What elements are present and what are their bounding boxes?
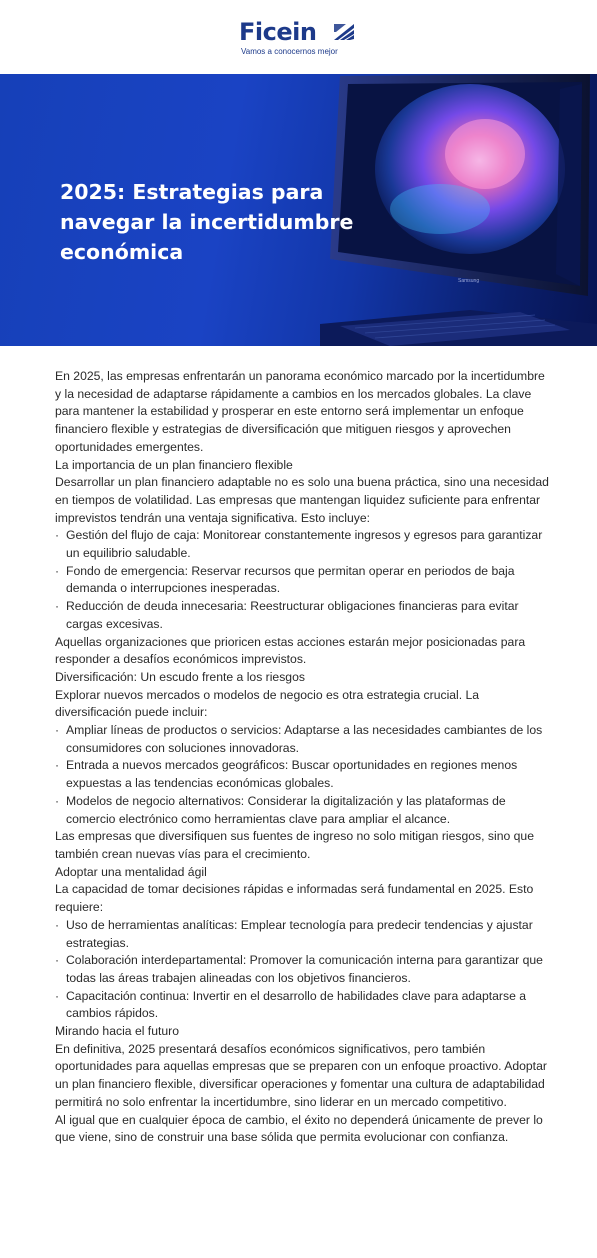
logo-wave-icon	[332, 20, 356, 44]
bullet-dot-icon: ·	[55, 599, 60, 614]
article-body	[55, 368, 550, 1147]
paragraph: En definitiva, 2025 presentará desafíos económicos significativos, pero también oportunidades para aquellas empresas que se preparen con un enfoque proactivo. Adoptar un plan financiero flexible, diversificar operaciones y fomentar una cultura de adaptabilidad permitirá no solo enfrentar la incertidumbre, sino liderar en un mercado competitivo.	[55, 1041, 547, 1109]
monitor-brand-label: Samsung	[458, 278, 480, 284]
bullet-text: Capacitación continua: Invertir en el desarrollo de habilidades clave para adaptarse a cambios rápidos.	[66, 988, 527, 1021]
bullet-text: Uso de herramientas analíticas: Emplear tecnología para predecir tendencias y ajustar estrategias.	[66, 917, 533, 950]
bullet-text: Reducción de deuda innecesaria: Reestructurar obligaciones financieras para evitar cargas excesivas.	[66, 599, 519, 631]
bullet-item	[55, 952, 550, 987]
article-title: 2025: Estrategias para navegar la incertidumbre económica	[60, 180, 354, 264]
paragraph: La importancia de un plan financiero flexible	[55, 457, 293, 472]
bullet-dot-icon: ·	[55, 563, 60, 578]
bullet-text: Entrada a nuevos mercados geográficos: Buscar oportunidades en regiones menos expuestas a las tendencias económicas globales.	[66, 758, 518, 791]
bullet-dot-icon: ·	[55, 793, 60, 808]
bullet-dot-icon: ·	[55, 723, 60, 738]
paragraph: Aquellas organizaciones que prioricen estas acciones estarán mejor posicionadas para responder a desafíos económicos imprevistos.	[55, 634, 526, 667]
ficein-logo[interactable]	[239, 14, 363, 64]
bullet-dot-icon: ·	[55, 953, 60, 968]
bullet-text: Gestión del flujo de caja: Monitorear constantemente ingresos y egresos para garantizar un equilibrio saludable.	[66, 528, 543, 561]
bullet-dot-icon: ·	[55, 758, 60, 773]
logo-tagline: Vamos a conocernos mejor	[241, 47, 338, 56]
bullet-item	[55, 988, 550, 1023]
paragraph: Las empresas que diversifiquen sus fuentes de ingreso no solo mitigan riesgos, sino que también crean nuevas vías para el crecimiento.	[55, 829, 534, 861]
paragraph: Al igual que en cualquier época de cambio, el éxito no dependerá únicamente de prever lo que viene, sino de construir una base sólida que permita evolucionar con confianza.	[55, 1112, 543, 1145]
paragraph: Adoptar una mentalidad ágil	[55, 864, 207, 879]
bullet-item	[55, 527, 550, 562]
bullet-dot-icon: ·	[55, 917, 60, 932]
paragraph: La capacidad de tomar decisiones rápidas e informadas será fundamental en 2025. Esto requiere:	[55, 882, 534, 915]
bullet-dot-icon: ·	[55, 988, 60, 1003]
paragraph: En 2025, las empresas enfrentarán un panorama económico marcado por la incertidumbre y la necesidad de adaptarse rápidamente a cambios en los mercados globales. La clave para mantener la estabilidad y prosperar en este entorno será implementar un enfoque financiero flexible y estrategias de diversificación que mitiguen riesgos y aprovechen oportunidades emergentes.	[55, 369, 545, 454]
bullet-item	[55, 598, 550, 633]
paragraph: Mirando hacia el futuro	[55, 1024, 179, 1039]
paragraph: Diversificación: Un escudo frente a los riesgos	[55, 669, 305, 684]
bullet-text: Colaboración interdepartamental: Promover la comunicación interna para garantizar que todas las áreas trabajen alineadas con los objetivos financieros.	[66, 953, 543, 985]
paragraph: Desarrollar un plan financiero adaptable no es solo una buena práctica, sino una necesidad en tiempos de volatilidad. Las empresas que mantengan liquidez suficiente para enfrentar imprevistos tendrán una ventaja significativa. Esto incluye:	[55, 475, 549, 525]
hero-banner	[0, 74, 597, 346]
bullet-text: Fondo de emergencia: Reservar recursos que permitan operar en periodos de baja demanda o interrupciones inesperadas.	[66, 563, 515, 596]
page-header	[0, 0, 597, 74]
bullet-item	[55, 563, 550, 598]
bullet-item	[55, 917, 550, 952]
bullet-dot-icon: ·	[55, 528, 60, 543]
bullet-item	[55, 722, 550, 757]
logo-wordmark: Ficein	[239, 18, 317, 46]
bullet-text: Ampliar líneas de productos o servicios: Adaptarse a las necesidades cambiantes de los consumidores con soluciones innovadoras.	[66, 723, 543, 755]
paragraph: Explorar nuevos mercados o modelos de negocio es otra estrategia crucial. La diversificación puede incluir:	[55, 687, 480, 720]
bullet-item	[55, 793, 550, 828]
bullet-text: Modelos de negocio alternativos: Considerar la digitalización y las plataformas de comercio electrónico como herramientas clave para ampliar el alcance.	[66, 793, 506, 826]
bullet-item	[55, 757, 550, 792]
